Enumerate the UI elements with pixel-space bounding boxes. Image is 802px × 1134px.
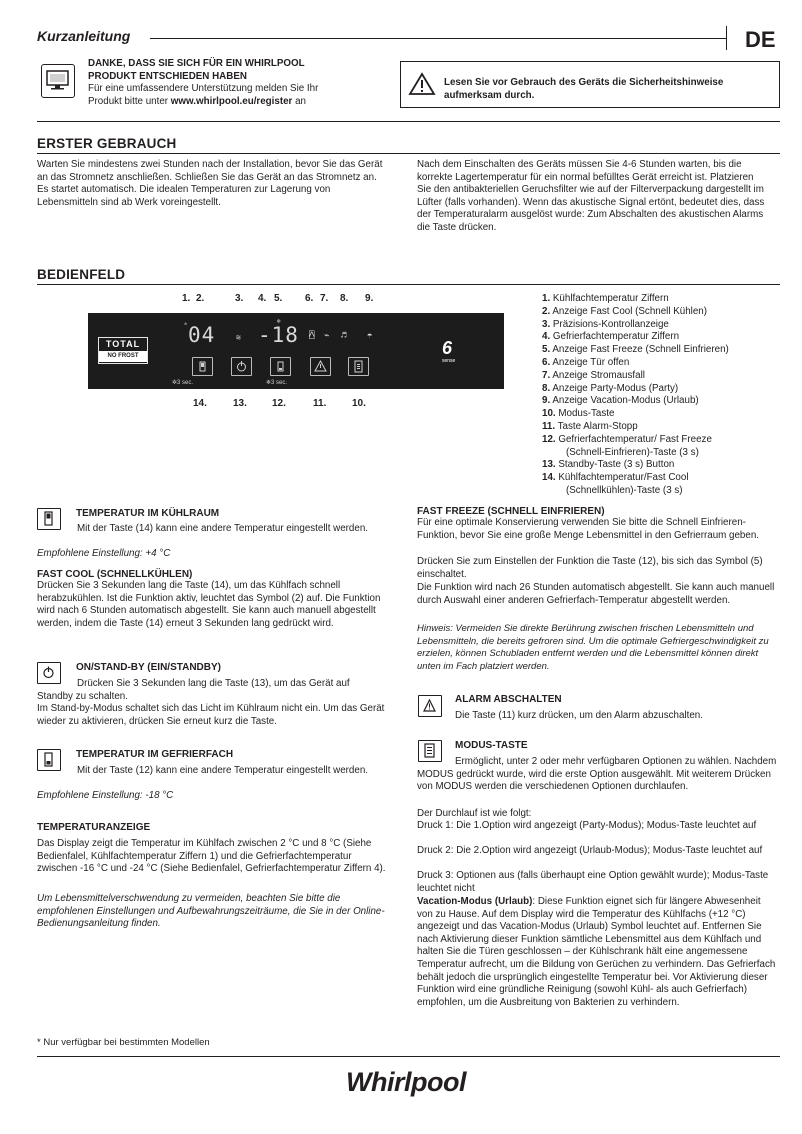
legend-item [542, 306, 787, 319]
legend-text: Anzeige Stromausfall [550, 369, 645, 381]
alarm-icon [418, 695, 442, 717]
footnote: * Nur verfügbar bei bestimmten Modellen [37, 1037, 210, 1048]
mode-text-2: Der Durchlauf ist wie folgt: [417, 808, 532, 819]
legend-text: Anzeige Fast Cool (Schnell Kühlen) [550, 305, 708, 317]
first-use-right: Nach dem Einschalten des Geräts müssen Sie 4-6 Stunden warten, bis die korrekte Lagertemperatur für ein normal befülltes Gerät erreicht ist. Platzieren Sie den antibakteriellen Geruchsfilter wie auf der Filterverpackung dargestellt im Lüfter (falls vorhanden). Wenn das akustische Signal ertönt, bedeutet dies, dass der Temperaturalarm ausgelöst wurde: Zum Abschalten des akustischen Alarms die Taste drücken. [417, 159, 765, 233]
callout-11: 11. [313, 398, 327, 409]
mode-button[interactable] [348, 357, 369, 376]
power-failure-icon: ⌁ [324, 331, 330, 341]
legend-item [542, 395, 787, 408]
callout-7: 7. [320, 293, 329, 304]
temp-display-text: Das Display zeigt die Temperatur im Kühlfach zwischen 2 °C und 8 °C (Siehe Bedienfalel, Kühlfachtemperatur Ziffern 1) und die Gefrierfachtemperatur zwischen -16 °C und -24 °C (Siehe Bedienfalel, Gefrierfachtemperatur Ziffern 4). [37, 838, 386, 875]
callout-12: 12. [272, 398, 286, 409]
legend-text: Gefrierfachtemperatur Ziffern [550, 331, 680, 343]
legend-text: (Schnellkühlen)-Taste (3 s) [566, 484, 683, 496]
first-use-heading: ERSTER GEBRAUCH [37, 136, 177, 151]
vacation-mode-icon: ☂ [367, 331, 373, 341]
fast-freeze-note: Hinweis: Vermeiden Sie direkte Berührung zwischen frischen Lebensmitteln und Lebensmitteln, die bereits gefroren sind. Um die optimale Gefriergeschwindigkeit zu erzielen, können Schubladen entfernt werden und die Lebensmittel können direkt unten im Fach platziert werden. [417, 623, 769, 672]
freezer-temp-recommend: Empfohlene Einstellung: -18 °C [37, 790, 174, 801]
mode-text-3: Druck 1: Die 1.Option wird angezeigt (Party-Modus); Modus-Taste leuchtet auf [417, 820, 757, 831]
legend-num: 3. [542, 318, 551, 330]
legend-text: Präzisions-Kontrollanzeige [550, 318, 669, 330]
sense-logo-text: sense [442, 358, 456, 364]
control-panel-image [88, 313, 504, 389]
registration-suffix: an [292, 95, 306, 107]
callout-5: 5. [274, 293, 283, 304]
fridge-temp-recommend: Empfohlene Einstellung: +4 °C [37, 548, 171, 559]
freezer-temp-display: -18 [258, 323, 299, 347]
legend-text: Standby-Taste (3 s) Button [555, 459, 675, 471]
standby-text-2: Im Stand-by-Modus schaltet sich das Licht im Kühlraum nicht ein. Um das Gerät wieder zu aktivieren, drücken Sie erneut kurz die Taste. [37, 703, 385, 727]
legend-text: Kühlfachtemperatur/Fast Cool [555, 472, 689, 484]
legend-item [542, 293, 787, 306]
vacation-mode-desc: : Diese Funktion eignet sich für längere Abwesenheit von zu Hause. Auf dem Display wird die Temperatur des Kühlfachs (+12 °C) angezeigt und das Vacation-Modus (Urlaub) Symbol leuchtet auf. Entfernen Sie nach Aktivierung dieser Funktion sämtliche Lebensmittel aus dem Kühlfach und halten Sie die Türen geschlossen – der Kühlschrank hält eine angemessene Temperatur aufrecht, um die Bildung von Gerüchen zu verhindern. Das Gefrierfach behält jedoch die ursprünglich eingestellte Temperatur bei. Vor Aktivierung dieser Funktion wird eine gründliche Reinigung (sowohl Kühl- als auch Gefrierfach) empfohlen, um die Ausbreitung von Bakterien zu verhindern. [417, 896, 776, 1008]
legend-item [542, 370, 787, 383]
legend-item [542, 383, 787, 396]
btn12-caption: ❄3 sec. [266, 380, 288, 386]
btn12-caption-text: 3 sec. [271, 380, 288, 386]
registration-link[interactable]: www.whirlpool.eu/register [170, 95, 293, 107]
legend-num: 8. [542, 382, 551, 394]
section-rule [37, 121, 780, 122]
total-label: TOTAL [105, 339, 141, 349]
safety-warning-text [444, 77, 774, 102]
legend-num: 5. [542, 344, 551, 356]
freezer-temp-heading: TEMPERATUR IM GEFRIERFACH [76, 749, 234, 760]
sense-logo-number: 6 [442, 338, 453, 358]
legend-text: Anzeige Tür offen [550, 356, 630, 368]
legend-num: 1. [542, 293, 551, 304]
power-icon [232, 358, 251, 375]
freezer-temp-button[interactable] [270, 357, 291, 376]
alarm-text: Die Taste (11) kurz drücken, um den Alarm abzuschalten. [455, 710, 703, 721]
alarm-stop-button[interactable] [310, 357, 331, 376]
legend-item [542, 485, 787, 498]
legend-num: 10. [542, 408, 556, 420]
language-code: DE [745, 27, 776, 52]
header-rule [150, 38, 726, 39]
temp-display-note: Um Lebensmittelverschwendung zu vermeiden, beachten Sie bitte die empfohlenen Einstellungen und Aufbewahrungszeiträume, die Sie in der Online-Bedienungsanleitung finden. [37, 893, 385, 930]
alarm-heading: ALARM ABSCHALTEN [455, 694, 562, 705]
legend-item [542, 331, 787, 344]
registration-thanks-2: PRODUKT ENTSCHIEDEN HABEN [88, 70, 247, 82]
fast-freeze-text-1: Für eine optimale Konservierung verwenden Sie bitte die Schnell Einfrieren-Funktion, bevor Sie eine große Menge Lebensmittel in den Gefrierraum geben. [417, 517, 759, 541]
legend-item [542, 434, 787, 447]
legend-text: Kühlfachtemperatur Ziffern [550, 293, 669, 304]
registration-support: Für eine umfassendere Unterstützung melden Sie Ihr [88, 83, 319, 95]
mode-list-icon [349, 358, 368, 375]
legend-num: 12. [542, 433, 556, 445]
legend-num: 11. [542, 420, 556, 432]
vacation-mode-label: Vacation-Modus (Urlaub) [417, 896, 533, 907]
mode-heading: MODUS-TASTE [455, 740, 528, 751]
whirlpool-logo: Whirlpool [346, 1067, 466, 1097]
callout-3: 3. [235, 293, 244, 304]
legend-num: 6. [542, 356, 551, 368]
fast-cool-text: Drücken Sie 3 Sekunden lang die Taste (14), um das Kühlfach schnell herabzukühlen. Ist die Funktion aktiv, leuchtet das Symbol (2) auf. Die Funktion wird nach 6 Stunden automatisch abgestellt. Sie kann auch manuell abgestellt werden, indem die Taste (14) erneut 3 Sekunden lang gedrückt wird. [37, 580, 381, 629]
mode-text-1: Ermöglicht, unter 2 oder mehr verfügbaren Optionen zu wählen. Nachdem MODUS gedrückt wurde, wird die erste Option ausgewählt. Mit weiterem Drücken von MODUS werden die verschiedenen Optionen durchlaufen. [417, 756, 777, 793]
party-mode-icon: ♬ [341, 331, 347, 341]
section-rule [37, 284, 780, 285]
legend-num: 4. [542, 331, 551, 343]
legend-num: 2. [542, 305, 551, 317]
legend-item [542, 421, 787, 434]
legend-text: Modus-Taste [555, 408, 615, 420]
callout-9: 9. [365, 293, 374, 304]
fast-freeze-text-3: Die Funktion wird nach 26 Stunden automatisch abgestellt. Sie kann auch manuell durch Auswahl einer anderen Gefrierfach-Temperatur abgestellt werden. [417, 582, 775, 606]
legend-num: 9. [542, 395, 551, 407]
registration-thanks-1: DANKE, DASS SIE SICH FÜR EIN WHIRLPOOL [88, 58, 305, 69]
legend-num: 7. [542, 369, 551, 381]
legend-text: (Schnell-Einfrieren)-Taste (3 s) [566, 446, 699, 458]
mode-text-5: Druck 3: Optionen aus (falls überhaupt eine Option gewählt wurde); Modus-Taste leuchtet nicht [417, 870, 769, 894]
precision-indicator-icon: ≋ [236, 333, 241, 342]
section-rule [37, 153, 780, 154]
registration-text [88, 58, 388, 108]
fast-freeze-indicator: ❄ [277, 318, 281, 325]
computer-monitor-icon [41, 64, 75, 98]
fast-freeze-text-2: Drücken Sie zum Einstellen der Funktion die Taste (12), bis sich das Symbol (5) einschaltet. [417, 556, 763, 580]
legend-text: Taste Alarm-Stopp [555, 420, 638, 432]
warning-triangle-icon [408, 72, 436, 100]
legend-num: 14. [542, 472, 556, 484]
legend-item [542, 459, 787, 472]
callout-2: 2. [196, 293, 205, 304]
legend-text: Gefrierfachtemperatur/ Fast Freeze [555, 433, 712, 445]
fridge-temp-button[interactable] [192, 357, 213, 376]
standby-button[interactable] [231, 357, 252, 376]
legend-item [542, 472, 787, 485]
fast-cool-heading: FAST COOL (SCHNELLKÜHLEN) [37, 569, 193, 580]
footer-rule [37, 1056, 780, 1057]
callout-10: 10. [352, 398, 366, 409]
callout-13: 13. [233, 398, 247, 409]
callout-6: 6. [305, 293, 314, 304]
legend-item [542, 319, 787, 332]
header-divider [726, 26, 727, 50]
legend-text: Anzeige Party-Modus (Party) [550, 382, 679, 394]
legend-item [542, 357, 787, 370]
fridge-temp-display: 04 [188, 323, 216, 347]
mode-text-4: Druck 2: Die 2.Option wird angezeigt (Urlaub-Modus); Modus-Taste leuchtet auf [417, 845, 763, 856]
fast-freeze-heading: FAST FREEZE (SCHNELL EINFRIEREN) [417, 506, 605, 517]
fridge-temp-heading: TEMPERATUR IM KÜHLRAUM [76, 508, 220, 519]
warning-line-2: aufmerksam durch. [444, 89, 535, 101]
page-header-title: Kurzanleitung [37, 28, 131, 44]
legend-item [542, 344, 787, 357]
fast-cool-indicator: ✲ [184, 321, 188, 327]
callout-4: 4. [258, 293, 267, 304]
control-panel-heading: BEDIENFELD [37, 267, 126, 282]
temp-display-heading: TEMPERATURANZEIGE [37, 822, 151, 833]
fridge-temp-text: Mit der Taste (14) kann eine andere Temperatur eingestellt werden. [77, 523, 368, 534]
legend-item [542, 447, 787, 460]
freezer-temp-text: Mit der Taste (12) kann eine andere Temperatur eingestellt werden. [77, 765, 368, 776]
legend-text: Anzeige Fast Freeze (Schnell Einfrieren) [550, 344, 729, 356]
first-use-left: Warten Sie mindestens zwei Stunden nach der Installation, bevor Sie das Gerät an das Stromnetz anschließen. Schließen Sie das Gerät an das Stromnetz an. Es startet automatisch. Die idealen Temperaturen zur Lagerung von Lebensmitteln sind ab Werk voreingestellt. [37, 159, 383, 208]
legend-item [542, 408, 787, 421]
alarm-triangle-icon [311, 358, 330, 375]
warning-line-1: Lesen Sie vor Gebrauch des Geräts die Sicherheitshinweise [444, 77, 724, 88]
legend-text: Anzeige Vacation-Modus (Urlaub) [550, 395, 699, 407]
control-panel-legend [542, 293, 787, 498]
legend-num: 13. [542, 459, 556, 471]
callout-1: 1. [182, 293, 191, 304]
door-open-icon: ⍓ [309, 331, 315, 341]
btn14-caption-text: 3 sec. [177, 380, 194, 386]
callout-8: 8. [340, 293, 349, 304]
standby-heading: ON/STAND-BY (EIN/STANDBY) [76, 662, 221, 673]
callout-14: 14. [193, 398, 207, 409]
nofrost-label: NO FROST [99, 351, 147, 362]
standby-text-1: Drücken Sie 3 Sekunden lang die Taste (13), um das Gerät auf Standby zu schalten. [37, 678, 350, 702]
btn14-caption: ✲3 sec. [172, 380, 194, 386]
vacation-mode-text [417, 896, 779, 1009]
registration-prefix: Produkt bitte unter [88, 95, 171, 107]
